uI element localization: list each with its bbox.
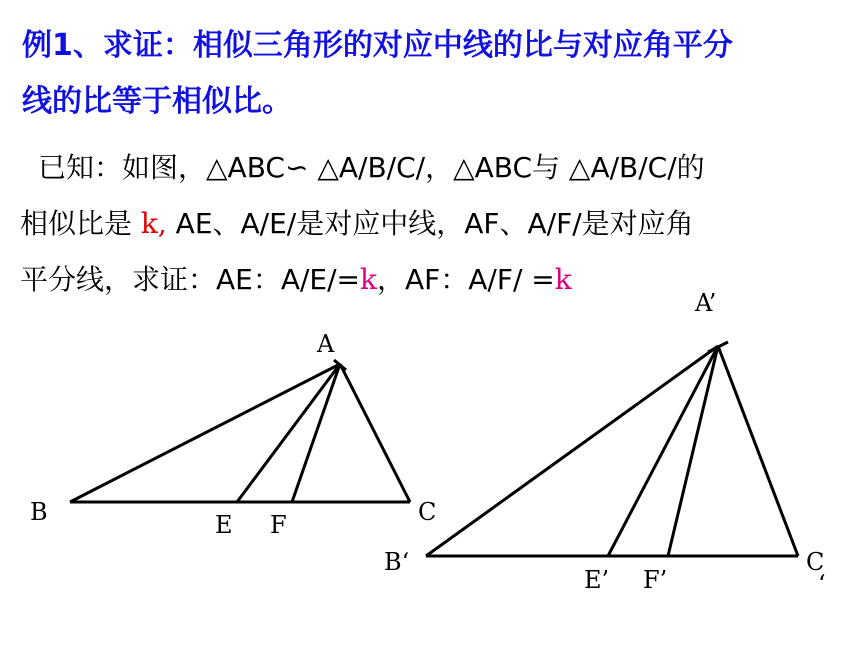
label-f: F: [270, 511, 287, 539]
label-e: E: [215, 511, 233, 539]
given-line-3-text-a: 平分线，求证：AE：A/E/=: [20, 263, 361, 296]
label-a2: A’: [695, 289, 717, 317]
ratio-k-pink-1: k: [360, 263, 377, 296]
title-line-2: 线的比等于相似比。: [22, 84, 292, 119]
ratio-k-red: k,: [140, 207, 167, 240]
label-f2: F’: [643, 566, 668, 594]
given-line-2-text-a: 相似比是: [20, 207, 141, 240]
given-line-3-text-b: ，AF：A/F/ =: [377, 263, 555, 296]
given-line-2-text-b: AE、A/E/是对应中线，AF、A/F/是对应角: [166, 207, 694, 240]
title-line-1: 例1、求证：相似三角形的对应中线的比与对应角平分: [22, 28, 733, 63]
given-line-1-text: 已知：如图，△ABC∽ △A/B/C/，△ABC与 △A/B/C/的: [38, 151, 705, 184]
median-a2e2: [608, 346, 718, 556]
triangle-abc: [70, 360, 410, 502]
side-a2c2: [718, 346, 798, 556]
side-ac: [340, 364, 410, 502]
triangle-a2b2c2: [426, 342, 798, 556]
label-b: B: [30, 498, 48, 526]
label-e2: E’: [584, 566, 610, 594]
label-c2-mark: ‘: [818, 570, 826, 598]
label-a: A: [317, 330, 335, 358]
median-ae: [237, 364, 340, 502]
label-c2: C: [806, 548, 825, 576]
ratio-k-pink-2: k: [554, 263, 572, 296]
label-b2: B‘: [384, 548, 410, 576]
label-c: C: [418, 498, 437, 526]
